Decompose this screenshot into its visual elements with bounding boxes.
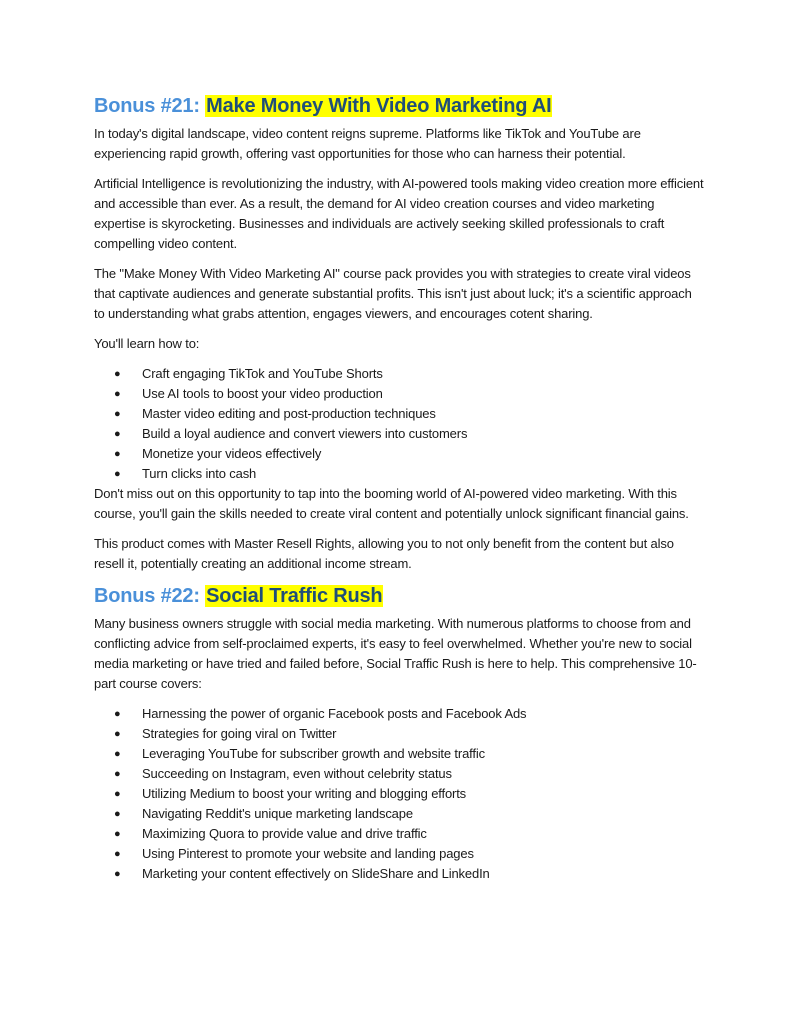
- bullet-icon: ●: [114, 828, 121, 840]
- list-item-text: Build a loyal audience and convert viewers into customers: [142, 426, 468, 441]
- paragraph: Artificial Intelligence is revolutionizing the industry, with AI-powered tools making video creation more efficient and accessible than ever. As a result, the demand for AI video creation courses and video marketing expertise is skyrocketing. Businesses and individuals are actively seeking skilled professionals to craft compelling video content.: [94, 176, 704, 251]
- list-item-text: Strategies for going viral on Twitter: [142, 726, 337, 741]
- list-item-text: Maximizing Quora to provide value and drive traffic: [142, 826, 427, 841]
- bullet-icon: ●: [114, 388, 121, 400]
- paragraph: You'll learn how to:: [94, 336, 200, 351]
- bonus-22-heading: [94, 582, 704, 610]
- paragraph: Many business owners struggle with social media marketing. With numerous platforms to choose from and conflicting advice from self-proclaimed experts, it's easy to feel overwhelmed. Whether you're new to social media marketing or have tried and failed before, Social Traffic Rush is here to help. This comprehensive 10-part course covers:: [94, 616, 697, 691]
- bullet-icon: ●: [114, 408, 121, 420]
- list-item: [94, 844, 704, 864]
- bullet-icon: ●: [114, 748, 121, 760]
- list-item: [94, 764, 704, 784]
- bullet-list: [94, 704, 704, 884]
- bullet-icon: ●: [114, 468, 121, 480]
- bonus-22-section: [94, 582, 704, 884]
- list-item-text: Navigating Reddit's unique marketing landscape: [142, 806, 413, 821]
- bullet-icon: ●: [114, 448, 121, 460]
- list-item: [94, 444, 704, 464]
- list-item: [94, 744, 704, 764]
- bullet-icon: ●: [114, 428, 121, 440]
- list-item: [94, 464, 704, 484]
- list-item: [94, 404, 704, 424]
- bonus-21-heading: [94, 92, 704, 120]
- list-item-text: Monetize your videos effectively: [142, 446, 322, 461]
- list-item-text: Harnessing the power of organic Facebook posts and Facebook Ads: [142, 706, 527, 721]
- document-page: [94, 92, 704, 884]
- list-item: [94, 364, 704, 384]
- list-item-text: Leveraging YouTube for subscriber growth and website traffic: [142, 746, 485, 761]
- list-item-text: Succeeding on Instagram, even without celebrity status: [142, 766, 452, 781]
- list-item: [94, 424, 704, 444]
- bullet-icon: ●: [114, 808, 121, 820]
- list-item-text: Craft engaging TikTok and YouTube Shorts: [142, 366, 383, 381]
- paragraph: Don't miss out on this opportunity to tap into the booming world of AI-powered video marketing. With this course, you'll gain the skills needed to create viral content and potentially unlock significant financial gains.: [94, 486, 689, 521]
- paragraph: In today's digital landscape, video content reigns supreme. Platforms like TikTok and YouTube are experiencing rapid growth, offering vast opportunities for those who can harness their potential.: [94, 126, 641, 161]
- bullet-icon: ●: [114, 728, 121, 740]
- list-item-text: Utilizing Medium to boost your writing and blogging efforts: [142, 786, 467, 801]
- list-item: [94, 784, 704, 804]
- list-item-text: Using Pinterest to promote your website and landing pages: [142, 846, 474, 861]
- heading-prefix: Bonus #22:: [94, 585, 200, 607]
- list-item-text: Turn clicks into cash: [142, 466, 257, 481]
- heading-title-highlighted: Social Traffic Rush: [206, 585, 383, 607]
- bullet-icon: ●: [114, 708, 121, 720]
- list-item: [94, 864, 704, 884]
- bonus-21-section: [94, 92, 704, 574]
- bullet-icon: ●: [114, 848, 121, 860]
- bullet-list: [94, 364, 704, 484]
- bullet-icon: ●: [114, 768, 121, 780]
- bullet-icon: ●: [114, 368, 121, 380]
- paragraph: The "Make Money With Video Marketing AI" course pack provides you with strategies to create viral videos that captivate audiences and generate substantial profits. This isn't just about luck; it's a scientific approach to understanding what grabs attention, engages viewers, and encourages cotent sharing.: [94, 266, 692, 321]
- heading-prefix: Bonus #21:: [94, 95, 200, 117]
- list-item: [94, 724, 704, 744]
- list-item-text: Master video editing and post-production techniques: [142, 406, 436, 421]
- bullet-icon: ●: [114, 788, 121, 800]
- list-item: [94, 704, 704, 724]
- bullet-icon: ●: [114, 868, 121, 880]
- list-item-text: Marketing your content effectively on SlideShare and LinkedIn: [142, 866, 490, 881]
- heading-title-highlighted: Make Money With Video Marketing AI: [206, 95, 552, 117]
- list-item: [94, 824, 704, 844]
- list-item: [94, 384, 704, 404]
- paragraph: This product comes with Master Resell Rights, allowing you to not only benefit from the content but also resell it, potentially creating an additional income stream.: [94, 536, 674, 571]
- list-item: [94, 804, 704, 824]
- list-item-text: Use AI tools to boost your video production: [142, 386, 383, 401]
